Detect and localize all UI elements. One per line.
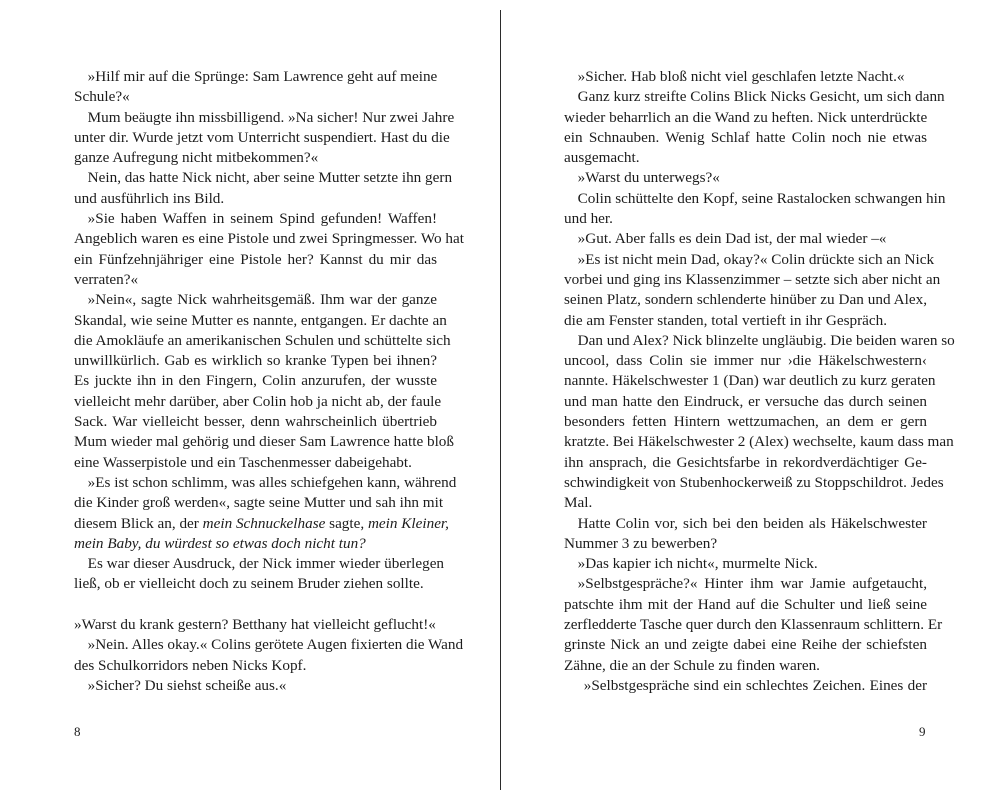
- text-line: des Schulkorridors neben Nicks Kopf.: [74, 656, 307, 674]
- text-line: ein Schnauben. Wenig Schlaf hatte Colin noch nie etwas: [564, 128, 927, 146]
- text-line: die Kinder groß werden«, sagte seine Mutter und sah ihn mit: [74, 494, 444, 512]
- text-line: Nein, das hatte Nick nicht, aber seine Mutter setzte ihn gern: [87, 169, 453, 187]
- text-line: »Selbstgespräche sind ein schlechtes Zeichen. Eines der: [583, 676, 927, 694]
- text-line: Angeblich waren es eine Pistole und zwei Springmesser. Wo hat: [74, 230, 464, 248]
- text-line: »Warst du krank gestern? Betthany hat vielleicht geflucht!«: [74, 616, 436, 634]
- text-line: patschte ihm mit der Hand auf die Schulter und ließ seine: [564, 595, 927, 613]
- text-line: grinste Nick an und zeigte dabei eine Reihe der schiefsten: [564, 636, 927, 654]
- text-line: unter dir. Wurde jetzt vom Unterricht suspendiert. Hast du die: [74, 128, 450, 146]
- text-line-mixed: [74, 514, 449, 534]
- text-line: Mum wieder mal gehörig und dieser Sam Lawrence hatte bloß: [74, 433, 454, 451]
- text-line: Es war dieser Ausdruck, der Nick immer wieder überlegen: [87, 555, 445, 573]
- text-line: ein Fünfzehnjähriger eine Pistole her? Kannst du mir das: [74, 250, 437, 268]
- book-gutter: [500, 10, 501, 790]
- text-line: Ganz kurz streifte Colins Blick Nicks Gesicht, um sich dann: [577, 88, 945, 106]
- text-line: Skandal, wie seine Mutter es nannte, entgangen. Er dachte an: [74, 311, 447, 329]
- text-line: ganze Aufregung nicht mitbekommen?«: [74, 149, 319, 167]
- text-line: verraten?«: [74, 270, 139, 288]
- text-line: »Das kapier ich nicht«, murmelte Nick.: [577, 555, 818, 573]
- text-run: diesem Blick an, der: [74, 514, 199, 532]
- italic-run: mein Schnuckelhase: [202, 514, 326, 532]
- text-line: kratzte. Bei Häkelschwester 2 (Alex) wechselte, kaum dass man: [564, 433, 954, 451]
- text-line: ausgemacht.: [564, 149, 640, 167]
- text-line: ihn ansprach, die Gesichtsfarbe in rekordverdächtiger Ge-: [564, 453, 927, 471]
- text-line: Sack. War vielleicht besser, denn wahrscheinlich übertrieb: [74, 413, 437, 431]
- text-line: uncool, dass Colin sie immer nur ›die Häkelschwestern‹: [564, 352, 927, 370]
- text-run: sagte,: [329, 514, 365, 532]
- text-line: »Gut. Aber falls es dein Dad ist, der mal wieder –«: [577, 230, 887, 248]
- text-line: »Sie haben Waffen in seinem Spind gefunden! Waffen!: [87, 210, 437, 228]
- left-page: [74, 67, 464, 696]
- text-line: Mal.: [564, 494, 593, 512]
- text-line: vielleicht mehr darüber, aber Colin hob ja nicht ab, der faule: [74, 392, 442, 410]
- text-line: »Es ist schon schlimm, was alles schiefgehen kann, während: [87, 473, 457, 491]
- text-line: Nummer 3 zu bewerben?: [564, 534, 718, 552]
- text-line: unwillkürlich. Gab es wirklich so kranke Typen bei ihnen?: [74, 352, 437, 370]
- text-line: »Sicher? Du siehst scheiße aus.«: [87, 676, 287, 694]
- text-line: wieder beharrlich an die Wand zu heften. Nick unterdrückte: [564, 108, 928, 126]
- text-line: »Nein. Alles okay.« Colins gerötete Augen fixierten die Wand: [87, 636, 464, 654]
- text-line: eine Wasserpistole und ein Taschenmesser dabeigehabt.: [74, 453, 412, 471]
- text-line: seinen Platz, sondern schlenderte hinüber zu Dan und Alex,: [564, 291, 927, 309]
- text-line: vorbei und ging ins Klassenzimmer – setzte sich aber nicht an: [564, 270, 941, 288]
- text-line: [74, 534, 437, 554]
- text-line: »Selbstgespräche?« Hinter ihm war Jamie aufgetaucht,: [577, 575, 927, 593]
- page-number-right: 9: [919, 724, 926, 739]
- text-line: zerfledderte Tasche quer durch den Klassenraum schlittern. Er: [564, 616, 943, 634]
- right-page: [564, 67, 955, 696]
- italic-run: mein Kleiner,: [367, 514, 449, 532]
- text-line: Schule?«: [74, 88, 130, 106]
- text-line: Es juckte ihn in den Fingern, Colin anzurufen, der wusste: [74, 372, 437, 390]
- text-line: die am Fenster standen, total vertieft in ihr Gespräch.: [564, 311, 888, 329]
- text-line: Mum beäugte ihn missbilligend. »Na sicher! Nur zwei Jahre: [87, 108, 455, 126]
- text-line: die Amokläufe an amerikanischen Schulen und schüttelte sich: [74, 331, 451, 349]
- text-line: und ausführlich ins Bild.: [74, 189, 225, 207]
- text-line: und her.: [564, 210, 613, 228]
- text-line: besonders fetten Hintern wettzumachen, an dem er gern: [564, 413, 927, 431]
- text-line: Dan und Alex? Nick blinzelte ungläubig. Die beiden waren so: [577, 331, 955, 349]
- text-line: Colin schüttelte den Kopf, seine Rastalocken schwangen hin: [577, 189, 946, 207]
- text-line: Zähne, die an der Schule zu finden waren.: [564, 656, 820, 674]
- text-line: und man hatte den Eindruck, er versuche das durch seinen: [564, 392, 927, 410]
- text-line: »Hilf mir auf die Sprünge: Sam Lawrence geht auf meine: [87, 68, 438, 85]
- text-line: »Nein«, sagte Nick wahrheitsgemäß. Ihm war der ganze: [87, 291, 437, 309]
- text-line: »Sicher. Hab bloß nicht viel geschlafen letzte Nacht.«: [577, 68, 905, 85]
- text-line: »Warst du unterwegs?«: [577, 169, 720, 187]
- text-line: nannte. Häkelschwester 1 (Dan) war deutlich zu kurz geraten: [564, 372, 936, 390]
- text-line: ließ, ob er vielleicht doch zu seinem Bruder ziehen sollte.: [74, 575, 424, 593]
- text-line: »Es ist nicht mein Dad, okay?« Colin drückte sich an Nick: [577, 250, 935, 268]
- italic-run: mein Baby, du würdest so etwas doch nicht tun?: [74, 534, 366, 552]
- text-line: schwindigkeit von Stubenhockerweiß zu Stoppschildrot. Jedes: [564, 473, 944, 491]
- page-number-left: 8: [74, 724, 81, 739]
- text-line: Hatte Colin vor, sich bei den beiden als Häkelschwester: [577, 514, 927, 532]
